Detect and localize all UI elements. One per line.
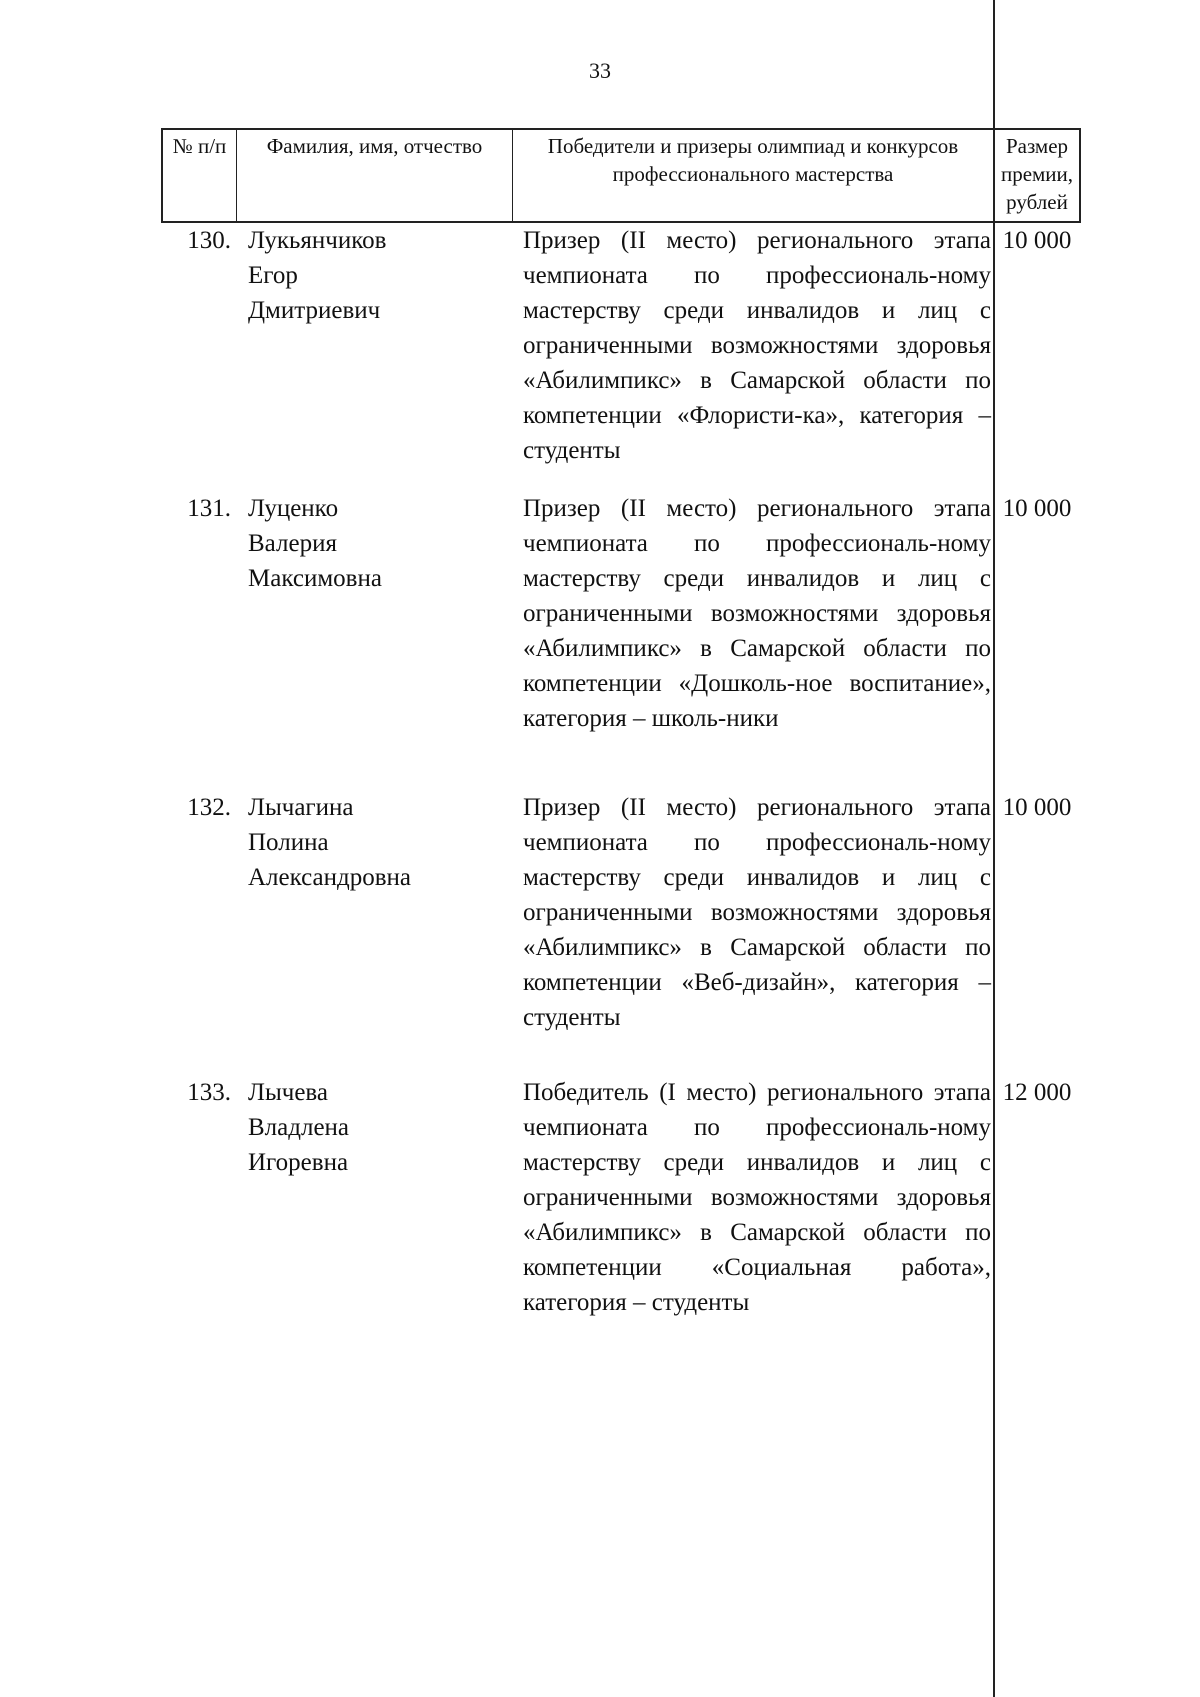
row-number: 131.: [187, 495, 231, 522]
surname: Лукьянчиков: [248, 227, 387, 254]
row-number: 132.: [187, 794, 231, 821]
row-achievement: Призер (II место) регионального этапа чемпионата по профессиональ-ному мастерству среди инвалидов и лиц с ограниченными возможностями здоровья «Абилимпикс» в Самарской области по компетенции «Веб-дизайн», категория – студенты: [523, 794, 991, 1031]
surname: Лычева: [248, 1079, 328, 1106]
patronymic: Максимовна: [248, 565, 382, 592]
row-prize: 10 000: [1002, 495, 1072, 522]
surname: Лычагина: [248, 794, 354, 821]
header-prize-amount: Размер премии, рублей: [993, 130, 1081, 221]
patronymic: Дмитриевич: [248, 297, 381, 324]
row-full-name: [248, 790, 508, 895]
row-full-name: [248, 1075, 508, 1180]
patronymic: Александровна: [248, 864, 412, 891]
row-full-name: [248, 223, 508, 328]
surname: Луценко: [248, 495, 339, 522]
row-prize: 10 000: [1002, 227, 1072, 254]
row-prize: 12 000: [1002, 1079, 1072, 1106]
row-achievement: Призер (II место) регионального этапа чемпионата по профессиональ-ному мастерству среди инвалидов и лиц с ограниченными возможностями здоровья «Абилимпикс» в Самарской области по компетенции «Флористи-ка», категория – студенты: [523, 227, 991, 464]
awards-table: [161, 128, 1081, 1316]
row-prize: 10 000: [1002, 794, 1072, 821]
header-number: № п/п: [163, 130, 237, 221]
header-achievement: Победители и призеры олимпиад и конкурсов профессионального мастерства: [547, 134, 959, 186]
row-full-name: [248, 491, 508, 596]
page-number: 33: [589, 58, 611, 83]
row-number: 133.: [187, 1079, 231, 1106]
row-achievement: Призер (II место) регионального этапа чемпионата по профессиональ-ному мастерству среди инвалидов и лиц с ограниченными возможностями здоровья «Абилимпикс» в Самарской области по компетенции «Дошколь-ное воспитание», категория – школь-ники: [523, 495, 991, 732]
table-header: [161, 128, 1081, 223]
first-name: Полина: [248, 829, 329, 856]
header-full-name: Фамилия, имя, отчество: [237, 130, 513, 221]
first-name: Владлена: [248, 1114, 350, 1141]
row-achievement: Победитель (I место) регионального этапа чемпионата по профессиональ-ному мастерству среди инвалидов и лиц с ограниченными возможностями здоровья «Абилимпикс» в Самарской области по компетенции «Социальная работа», категория – студенты: [523, 1079, 991, 1316]
first-name: Валерия: [248, 530, 337, 557]
row-number: 130.: [187, 227, 231, 254]
first-name: Егор: [248, 262, 298, 289]
patronymic: Игоревна: [248, 1149, 349, 1176]
